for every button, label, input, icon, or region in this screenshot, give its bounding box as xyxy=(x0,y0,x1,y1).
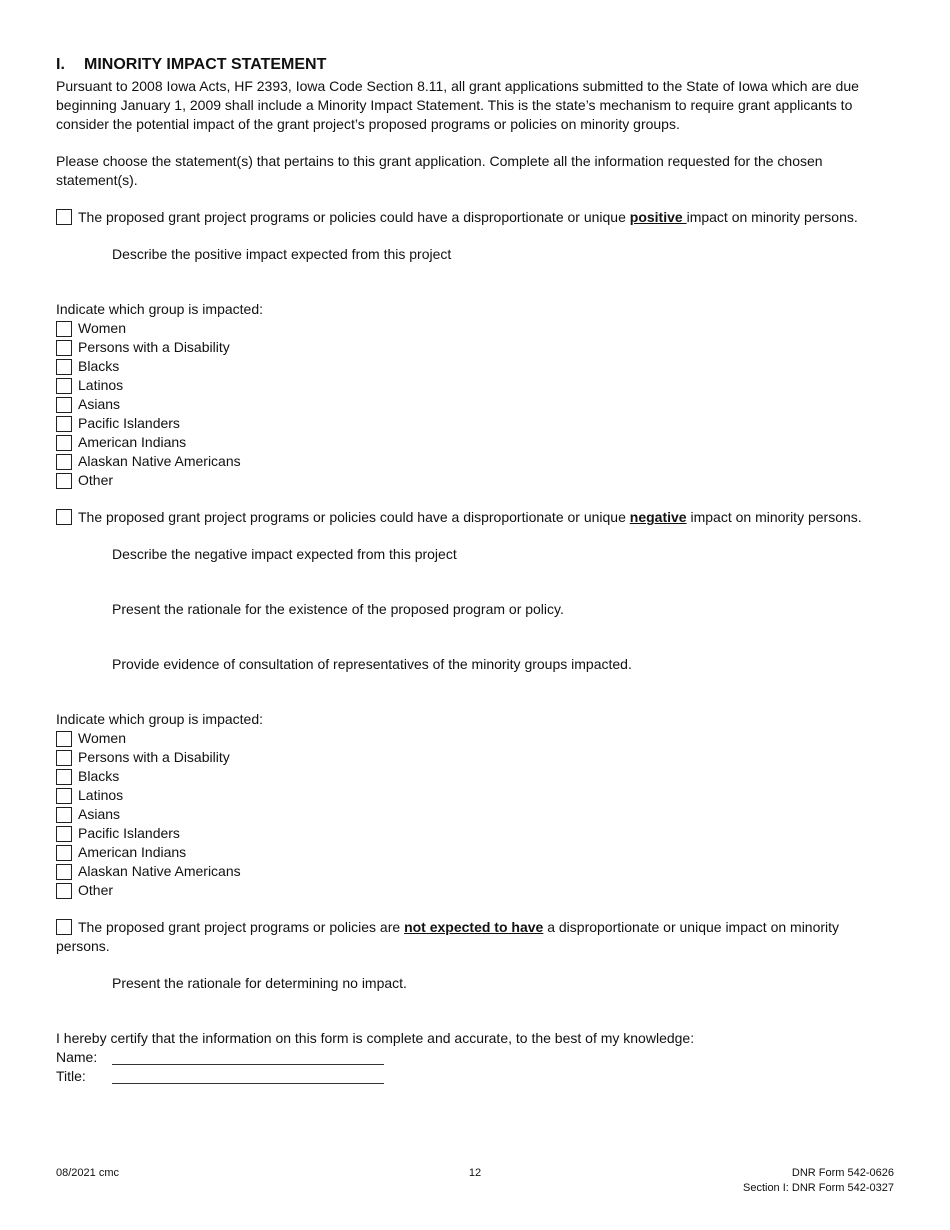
footer-form-number: DNR Form 542-0626 xyxy=(791,1167,894,1179)
negative-group-item xyxy=(56,767,896,786)
negative-group-item xyxy=(56,786,896,805)
positive-group-item xyxy=(56,357,896,376)
footer-revision: 08/2021 cmc xyxy=(56,1167,119,1179)
negative-impact-statement: The proposed grant project programs or policies could have a disproportionate or unique negative impact on minority persons. xyxy=(56,508,896,527)
positive-group-label-item: Asians xyxy=(78,396,121,412)
negative-group-item xyxy=(56,881,896,900)
positive-group-label-item: American Indians xyxy=(78,434,187,450)
no-impact-emphasis: not expected to have xyxy=(404,919,544,935)
negative-group-checkbox[interactable] xyxy=(56,769,72,785)
title-field[interactable] xyxy=(112,1067,384,1084)
negative-group-label-item: Blacks xyxy=(78,768,120,784)
positive-group-label-item: Pacific Islanders xyxy=(78,415,180,431)
positive-impact-checkbox[interactable] xyxy=(56,209,72,225)
negative-group-checkbox[interactable] xyxy=(56,731,72,747)
negative-evidence-prompt: Provide evidence of consultation of representatives of the minority groups impacted. xyxy=(112,656,632,672)
no-impact-checkbox[interactable] xyxy=(56,919,72,935)
negative-describe-prompt: Describe the negative impact expected from this project xyxy=(112,546,457,562)
name-label: Name: xyxy=(56,1049,98,1065)
positive-group-item xyxy=(56,395,896,414)
positive-group-list xyxy=(56,319,896,490)
section-title: MINORITY IMPACT STATEMENT xyxy=(84,56,327,73)
title-label: Title: xyxy=(56,1068,86,1084)
positive-group-item xyxy=(56,433,896,452)
positive-group-checkbox[interactable] xyxy=(56,397,72,413)
positive-group-item xyxy=(56,414,896,433)
positive-group-checkbox[interactable] xyxy=(56,340,72,356)
negative-group-checkbox[interactable] xyxy=(56,864,72,880)
section-number: I. xyxy=(56,56,65,73)
name-row xyxy=(56,1048,896,1067)
negative-impact-checkbox[interactable] xyxy=(56,509,72,525)
negative-group-label: Indicate which group is impacted: xyxy=(56,711,263,727)
negative-group-item xyxy=(56,862,896,881)
negative-group-label-item: Asians xyxy=(78,806,121,822)
instructions-paragraph: Please choose the statement(s) that pertains to this grant application. Complete all the information requested for the chosen statement(s). xyxy=(56,153,823,188)
no-impact-statement: The proposed grant project programs or policies are not expected to have a disproportionate or unique impact on minority persons. xyxy=(56,919,840,954)
negative-group-item xyxy=(56,729,896,748)
footer-page-number: 12 xyxy=(468,1167,482,1179)
positive-group-item xyxy=(56,471,896,490)
negative-rationale-prompt: Present the rationale for the existence of the proposed program or policy. xyxy=(112,601,564,617)
positive-group-label-item: Blacks xyxy=(78,358,120,374)
positive-emphasis: positive xyxy=(629,209,687,225)
positive-group-checkbox[interactable] xyxy=(56,378,72,394)
negative-group-checkbox[interactable] xyxy=(56,826,72,842)
negative-group-label-item: Pacific Islanders xyxy=(78,825,180,841)
negative-group-checkbox[interactable] xyxy=(56,807,72,823)
positive-group-checkbox[interactable] xyxy=(56,473,72,489)
negative-group-item xyxy=(56,824,896,843)
positive-group-label-item: Other xyxy=(78,472,114,488)
intro-paragraph: Pursuant to 2008 Iowa Acts, HF 2393, Iowa Code Section 8.11, all grant applications submitted to the State of Iowa which are due beginning January 1, 2009 shall include a Minority Impact Statement. This is the state’s mechanism to require grant applicants to consider the potential impact of the grant project’s proposed programs or policies on minority groups. xyxy=(56,78,859,132)
negative-group-label-item: Persons with a Disability xyxy=(78,749,230,765)
positive-describe-prompt: Describe the positive impact expected from this project xyxy=(112,246,452,262)
positive-group-checkbox[interactable] xyxy=(56,416,72,432)
negative-group-checkbox[interactable] xyxy=(56,845,72,861)
footer-form-ids xyxy=(743,1166,894,1196)
positive-group-label: Indicate which group is impacted: xyxy=(56,301,263,317)
positive-group-checkbox[interactable] xyxy=(56,321,72,337)
positive-group-checkbox[interactable] xyxy=(56,454,72,470)
negative-group-item xyxy=(56,843,896,862)
negative-group-label-item: Women xyxy=(78,730,126,746)
negative-group-label-item: Alaskan Native Americans xyxy=(78,863,241,879)
negative-group-label-item: Latinos xyxy=(78,787,124,803)
positive-group-label-item: Alaskan Native Americans xyxy=(78,453,241,469)
positive-group-item xyxy=(56,376,896,395)
positive-group-label-item: Persons with a Disability xyxy=(78,339,230,355)
positive-group-label-item: Latinos xyxy=(78,377,124,393)
positive-group-checkbox[interactable] xyxy=(56,359,72,375)
name-field[interactable] xyxy=(112,1048,384,1065)
certify-text: I hereby certify that the information on this form is complete and accurate, to the best of my knowledge: xyxy=(56,1030,695,1046)
negative-group-list xyxy=(56,729,896,900)
negative-group-item xyxy=(56,805,896,824)
negative-group-checkbox[interactable] xyxy=(56,750,72,766)
form-page xyxy=(56,56,896,1086)
positive-impact-statement: The proposed grant project programs or policies could have a disproportionate or unique positive impact on minority persons. xyxy=(56,208,896,227)
no-impact-rationale-prompt: Present the rationale for determining no impact. xyxy=(112,975,407,991)
positive-group-item xyxy=(56,452,896,471)
title-row xyxy=(56,1067,896,1086)
positive-group-item xyxy=(56,319,896,338)
negative-group-item xyxy=(56,748,896,767)
footer-section-form: Section I: DNR Form 542-0327 xyxy=(742,1182,894,1194)
negative-emphasis: negative xyxy=(629,509,687,525)
negative-group-checkbox[interactable] xyxy=(56,883,72,899)
positive-group-label-item: Women xyxy=(78,320,126,336)
negative-group-checkbox[interactable] xyxy=(56,788,72,804)
section-heading xyxy=(56,56,896,74)
negative-group-label-item: American Indians xyxy=(78,844,187,860)
positive-group-item xyxy=(56,338,896,357)
positive-group-checkbox[interactable] xyxy=(56,435,72,451)
negative-group-label-item: Other xyxy=(78,882,114,898)
